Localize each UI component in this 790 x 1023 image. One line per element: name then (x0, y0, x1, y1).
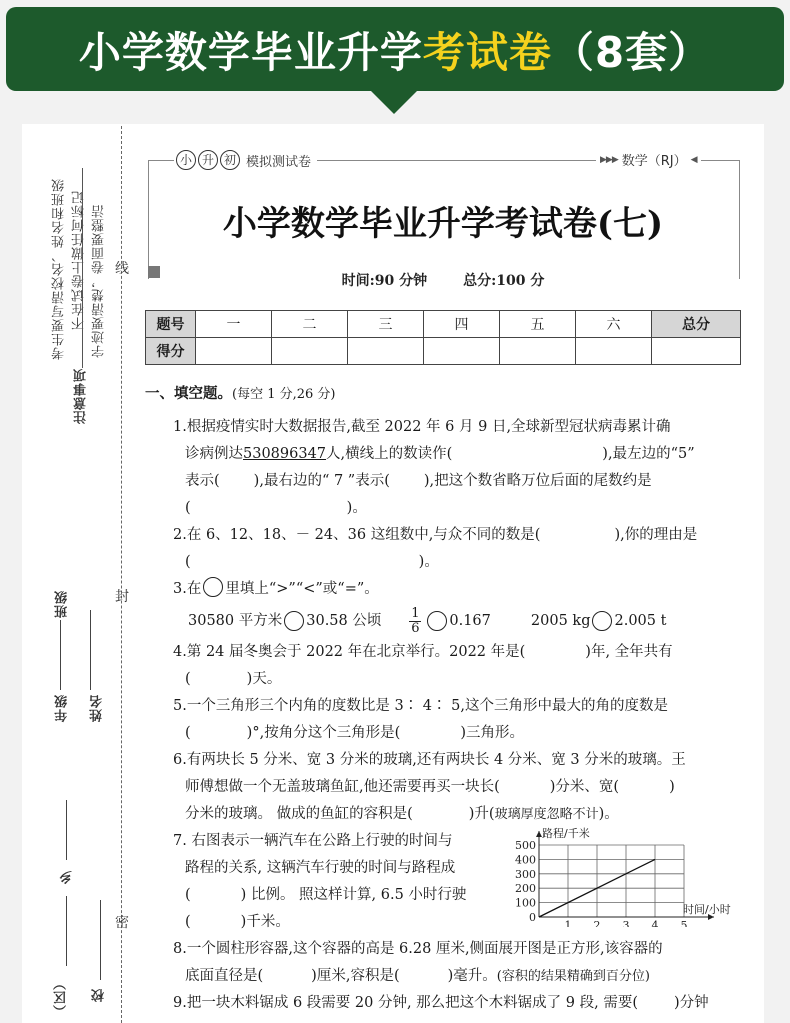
tag-char-3: 初 (220, 150, 240, 170)
fraction-denominator: 6 (411, 620, 420, 636)
q8-line-1: 8.一个圆柱形容器,这个容器的高是 6.28 厘米,侧面展开图是正方形,该容器的 (173, 941, 663, 957)
q4-line-2 (173, 666, 745, 693)
subject-text: 数学（RJ） (621, 154, 687, 169)
cut-mark-seal: 封 (115, 589, 129, 605)
question-3 (145, 576, 745, 639)
q2-line-2 (173, 549, 745, 576)
q6-text: )升( (468, 806, 495, 822)
time-score-line (148, 270, 738, 290)
q9-text: 9.把一块木料锯成 6 段需要 20 分钟, 那么把这个木料锯成了 9 段, 需要( (173, 995, 638, 1011)
q7-text: ( (185, 887, 191, 903)
subject-label (596, 150, 701, 169)
banner-title-highlight: 考试卷 (422, 28, 552, 77)
x-axis-label: 时间/小时 (683, 903, 731, 916)
cut-mark-secret: 密 (115, 915, 129, 931)
field-district-label: （区） (54, 976, 69, 1018)
q2-text: ( (185, 554, 191, 570)
y-tick-label: 200 (515, 882, 536, 896)
question-4 (145, 639, 745, 693)
field-township-label: 乡 (60, 870, 75, 884)
tag-char-2: 升 (198, 150, 218, 170)
x-tick-label: 5 (680, 919, 688, 927)
notes-divider (82, 168, 83, 368)
question-6 (145, 747, 745, 828)
y-tick-label: 300 (515, 867, 536, 881)
compare-circle-1[interactable] (284, 611, 304, 631)
q3-compare-1-left: 30580 平方米 (188, 612, 283, 629)
field-district-line (66, 896, 67, 966)
q1-text: ),把这个数省略万位后面的尾数约是 (423, 473, 652, 489)
field-class-label: 班级 (55, 590, 70, 618)
q6-text: )。 (598, 806, 619, 822)
score-header-label: 题号 (146, 311, 196, 338)
tag-rest: 模拟测试卷 (246, 154, 312, 170)
exam-title: 小学数学毕业升学考试卷(七) (222, 204, 664, 244)
question-5 (145, 693, 745, 747)
tag-char-1: 小 (176, 150, 196, 170)
q6-line-3 (173, 801, 745, 828)
arrows-right-icon: ▶▶▶ (600, 154, 618, 165)
fraction-one-sixth (409, 607, 421, 636)
score-row-label: 得分 (146, 338, 196, 365)
banner-title-main: 小学数学毕业升学 (78, 28, 423, 77)
q5-line-1: 5.一个三角形三个内角的度数比是 3∶ 4∶ 5,这个三角形中最大的角的度数是 (173, 698, 668, 714)
q5-text: )°,按角分这个三角形是( (246, 725, 401, 741)
score-total-label: 总分 (652, 311, 741, 338)
q3-compare-row (173, 603, 745, 639)
q8-text: )毫升。 (447, 968, 497, 984)
x-tick-label: 4 (651, 919, 659, 927)
field-grade-label: 年级 (55, 694, 70, 722)
exam-time: 时间:90 分钟 (341, 273, 428, 289)
field-name-label: 姓名 (90, 694, 105, 722)
q8-note: (容积的结果精确到百分位) (496, 969, 650, 984)
q6-line-1: 6.有两块长 5 分米、宽 3 分米的玻璃,还有两块长 4 分米、宽 3 分米的玻璃。王 (173, 752, 686, 768)
score-table-score-row (146, 338, 741, 365)
exam-tag (174, 150, 317, 170)
x-tick-label: 2 (593, 919, 601, 927)
score-table-header-row (146, 311, 741, 338)
cut-mark-line: 线 (115, 261, 129, 277)
exam-total: 总分:100 分 (463, 273, 545, 289)
score-col-1: 一 (196, 311, 272, 338)
q1-line-1: 1.根据疫情实时大数据报告,截至 2022 年 6 月 9 日,全球新型冠状病毒累计确 (173, 419, 671, 435)
note-1: 考生要写清校名、姓名和班级 (52, 178, 67, 360)
circle-icon (203, 577, 223, 597)
q9-line-1 (173, 990, 745, 1017)
q3-compare-3-right: 2.005 t (614, 612, 667, 629)
q3-line-1 (173, 576, 745, 603)
q7-text: )千米。 (240, 914, 290, 930)
chart-svg (505, 827, 775, 927)
q6-text: 分米的玻璃。 做成的鱼缸的容积是( (185, 806, 413, 822)
q5-text: ( (185, 725, 191, 741)
q1-line-2 (173, 441, 745, 468)
q1-text: 人,横线上的数读作( (326, 446, 453, 462)
score-col-3: 三 (348, 311, 424, 338)
q2-line-1 (173, 522, 745, 549)
score-table (145, 310, 741, 365)
compare-circle-2[interactable] (427, 611, 447, 631)
q3-compare-2-right: 0.167 (449, 612, 491, 629)
q3-text: 3.在 (173, 581, 202, 597)
score-cell[interactable] (196, 338, 272, 365)
y-tick-label: 0 (529, 911, 536, 924)
note-2: 不在试卷上做任何标记 (72, 190, 87, 330)
y-tick-label: 400 (515, 853, 536, 867)
q2-text: )。 (418, 554, 439, 570)
q6-text: 师傅想做一个无盖玻璃鱼缸,他还需要再买一块长( (185, 779, 500, 795)
q1-text: ( (185, 500, 191, 516)
section-1-title-text: 一、填空题。 (145, 385, 232, 402)
notes-heading: 注意事项 (74, 368, 89, 424)
q3-text: 里填上“>”“<”或“=”。 (225, 581, 379, 597)
q1-text: 诊病例达 (185, 446, 243, 462)
score-cell[interactable] (576, 338, 652, 365)
q6-line-2 (173, 774, 745, 801)
score-cell-total[interactable] (652, 338, 741, 365)
y-tick-label: 500 (515, 839, 536, 852)
question-1 (145, 414, 745, 522)
banner-pointer (370, 90, 418, 114)
score-cell[interactable] (272, 338, 348, 365)
compare-circle-3[interactable] (592, 611, 612, 631)
field-class-line (60, 620, 61, 690)
field-school-label: 校 (92, 988, 107, 1002)
q7-text: ( (185, 914, 191, 930)
score-col-4: 四 (424, 311, 500, 338)
question-8 (145, 936, 745, 990)
score-cell[interactable] (500, 338, 576, 365)
section-1-title (145, 380, 745, 408)
y-tick-label: 100 (515, 896, 536, 910)
fraction-numerator: 1 (411, 605, 420, 621)
field-township-line (66, 800, 67, 860)
arrows-left-icon: ◀ (690, 154, 697, 165)
field-name-line (90, 610, 91, 690)
q6-text: ) (669, 779, 675, 795)
q1-text: ),最右边的“ 7 ”表示( (253, 473, 390, 489)
q4-line-1 (173, 639, 745, 666)
banner-title (0, 20, 790, 80)
y-axis-label: 路程/千米 (542, 827, 590, 840)
q7-line-2: 路程的关系, 这辆汽车行驶的时间与路程成 (185, 860, 456, 876)
score-cell[interactable] (348, 338, 424, 365)
q3-compare-1-right: 30.58 公顷 (306, 612, 382, 629)
q2-text: ),你的理由是 (614, 527, 698, 543)
q1-text: ),最左边的“5” (602, 446, 695, 462)
q6-note: 玻璃厚度忽略不计 (494, 807, 599, 822)
q8-text: 底面直径是( (185, 968, 264, 984)
field-school-line (100, 900, 101, 980)
q7-line-1: 7. 右图表示一辆汽车在公路上行驶的时间与 (173, 833, 453, 849)
q9-text: )分钟 (673, 995, 709, 1011)
score-cell[interactable] (424, 338, 500, 365)
section-1-note: (每空 1 分,26 分) (232, 387, 336, 402)
q4-text: ( (185, 671, 191, 687)
q1-line-4 (173, 495, 745, 522)
score-col-5: 五 (500, 311, 576, 338)
q1-line-3 (173, 468, 745, 495)
q8-line-2 (173, 963, 745, 990)
q4-text: 4.第 24 届冬奥会于 2022 年在北京举行。2022 年是( (173, 644, 526, 660)
q5-line-2 (173, 720, 745, 747)
q3-compare-3-left: 2005 kg (530, 612, 591, 629)
score-col-2: 二 (272, 311, 348, 338)
q7-text: ) 比例。 照这样计算, 6.5 小时行驶 (240, 887, 467, 903)
q5-text: )三角形。 (460, 725, 525, 741)
banner-title-suffix: （8套） (551, 28, 712, 77)
q2-text: 2.在 6、12、18、－ 24、36 这组数中,与众不同的数是( (173, 527, 541, 543)
q1-number: 530896347 (243, 446, 327, 462)
question-2 (145, 522, 745, 576)
x-tick-label: 3 (622, 919, 630, 927)
distance-time-chart (505, 827, 775, 927)
x-tick-label: 1 (564, 919, 572, 927)
q1-text: )。 (346, 500, 367, 516)
note-3: 字迹要清楚，卷面要整洁 (92, 204, 107, 358)
score-col-6: 六 (576, 311, 652, 338)
q1-text: 表示( (185, 473, 220, 489)
q4-text: )年, 全年共有 (585, 644, 673, 660)
q4-text: )天。 (246, 671, 282, 687)
q6-text: )分米、宽( (549, 779, 620, 795)
q8-text: )厘米,容积是( (311, 968, 400, 984)
question-9 (145, 990, 745, 1017)
